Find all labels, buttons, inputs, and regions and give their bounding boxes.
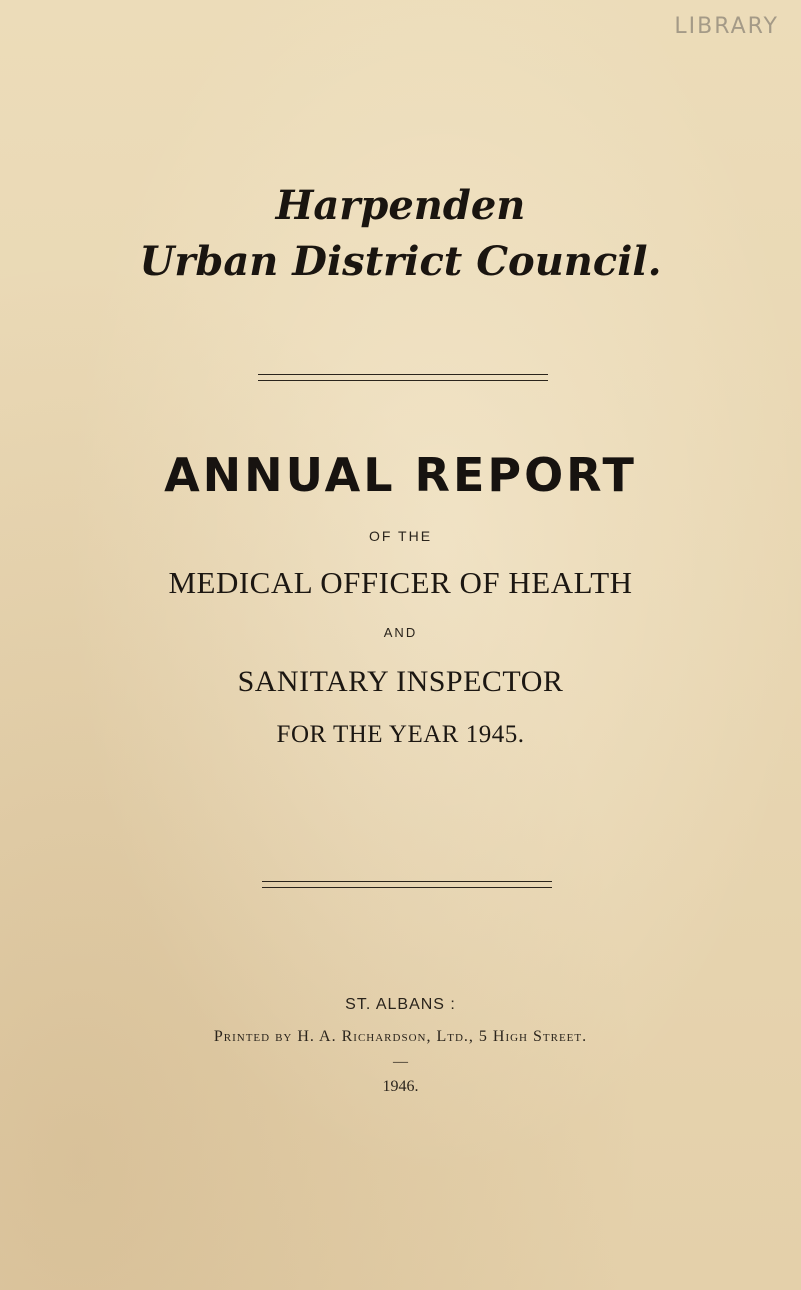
subtitle-of-the: OF THE — [368, 528, 433, 544]
subtitle-and: AND — [383, 625, 418, 640]
subtitle-medical-officer: MEDICAL OFFICER OF HEALTH — [168, 565, 633, 600]
report-title: ANNUAL REPORT — [164, 448, 637, 502]
report-year: FOR THE YEAR 1945. — [276, 721, 525, 748]
double-rule-top — [258, 374, 548, 381]
council-name: Harpenden — [275, 182, 526, 229]
subtitle-sanitary-inspector: SANITARY INSPECTOR — [237, 665, 564, 698]
double-rule-bottom — [262, 881, 552, 888]
imprint-printer: Printed by H. A. Richardson, Ltd., 5 High Street. — [213, 1028, 588, 1045]
imprint-dash: — — [393, 1054, 408, 1070]
imprint-city: ST. ALBANS : — [345, 996, 456, 1013]
council-type: Urban District Council. — [139, 238, 662, 285]
library-stamp: LIBRARY — [674, 14, 779, 39]
imprint-year: 1946. — [382, 1078, 419, 1095]
